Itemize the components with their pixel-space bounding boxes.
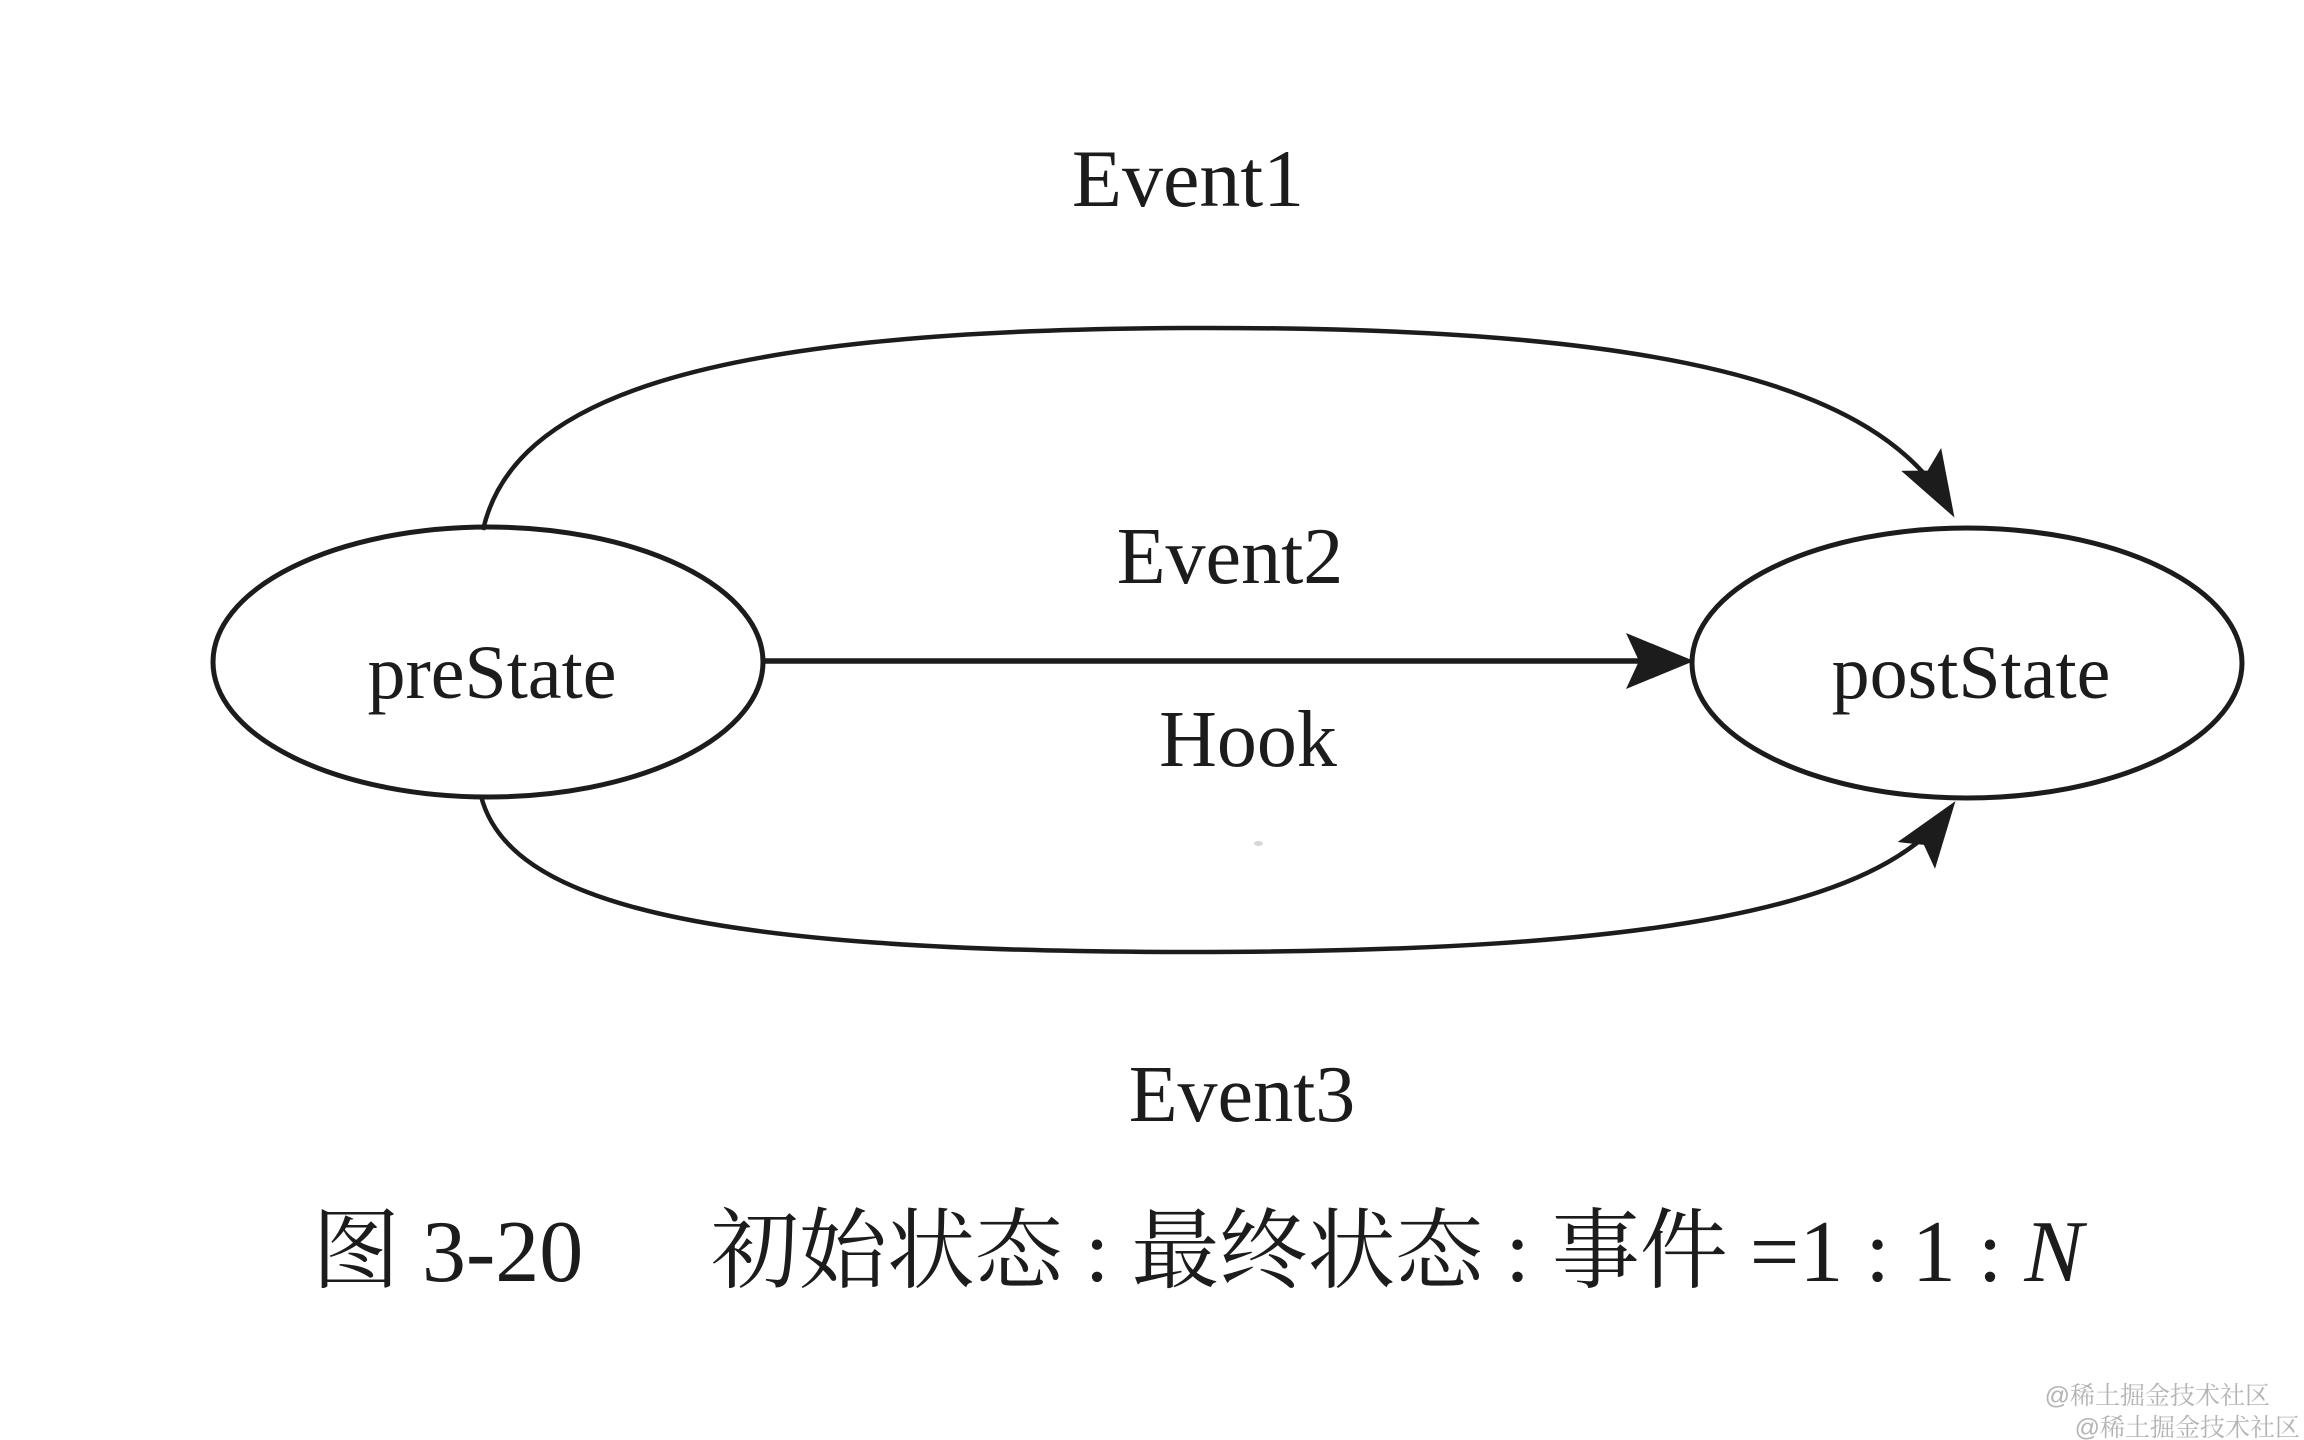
event2-label: Event2 [1116,513,1344,601]
caption-figure-number: 图 3-20 [312,1204,584,1301]
event3-label: Event3 [1128,1051,1356,1139]
event1-arrow [483,328,1949,530]
scan-speck [1254,841,1263,846]
post-state-label: postState [1831,631,2111,715]
caption-text: 初始状态 : 最终状态 : 事件 =1 : 1 : [710,1204,2025,1301]
hook-label: Hook [1159,696,1337,784]
pre-state-label: preState [367,631,617,715]
event1-label: Event1 [1071,133,1305,224]
event3-arrow [481,796,1949,952]
watermark-line-1: @稀土掘金技术社区 [2044,1382,2270,1410]
figure-caption [312,1198,2262,1308]
caption-variable: N [2024,1204,2084,1301]
watermark-line-2: @稀土掘金技术社区 [2074,1414,2300,1440]
